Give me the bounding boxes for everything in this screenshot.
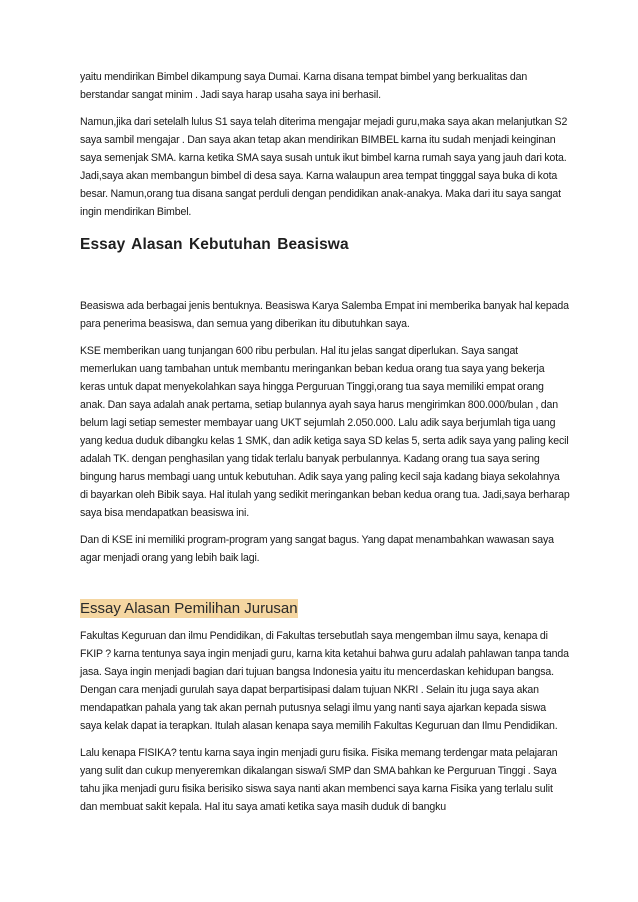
heading-kebutuhan-beasiswa: Essay Alasan Kebutuhan Beasiswa [80,236,349,253]
document-page [80,68,570,825]
paragraph-4: KSE memberikan uang tunjangan 600 ribu perbulan. Hal itu jelas sangat diperlukan. Saya sangat memerlukan uang tambahan untuk membantu meringankan beban kedua orang tua saya yang bekerja keras untuk dapat menyekolahkan saya hingga Perguruan Tinggi,orang tua saya memiliki empat orang anak. Dan saya adalah anak pertama, setiap bulannya ayah saya harus mengirimkan 800.000/bulan , dan belum lagi setiap semester membayar uang UKT sejumlah 2.050.000. Lalu adik saya berjumlah tiga uang yang kedua duduk dibangku kelas 1 SMK, dan adik ketiga saya SD kelas 5, serta adik saya yang paling kecil adalah TK. dengan penghasilan yang tidak terlalu banyak perbulannya. Kadang orang tua saya sering bingung harus membagi uang untuk kebutuhan. Adik saya yang paling kecil saja kadang biaya sekolahnya di bayarkan oleh Bibik saya. Hal itulah yang sedikit meringankan beban kedua orang tua. Jadi,saya berharap saya bisa mendapatkan beasiswa ini. [80,345,570,519]
paragraph-5: Dan di KSE ini memiliki program-program yang sangat bagus. Yang dapat menambahkan wawasan saya agar menjadi orang yang lebih baik lagi. [80,534,554,564]
paragraph-3: Beasiswa ada berbagai jenis bentuknya. Beasiswa Karya Salemba Empat ini memberika banyak hal kepada para penerima beasiswa, dan semua yang diberikan itu dibutuhkan saya. [80,300,569,330]
paragraph-1: yaitu mendirikan Bimbel dikampung saya Dumai. Karna disana tempat bimbel yang berkualitas dan berstandar sangat minim . Jadi saya harap usaha saya ini berhasil. [80,71,528,101]
heading-pemilihan-jurusan [80,599,570,619]
paragraph-2: Namun,jika dari setelalh lulus S1 saya telah diterima mengajar mejadi guru,maka saya akan melanjutkan S2 saya sambil mengajar . Dan saya akan tetap akan mendirikan BIMBEL karna itu sudah menjadi keinginan saya semenjak SMA. karna ketika SMA saya susah untuk ikut bimbel karna rumah saya yang jauh dari kota. Jadi,saya akan membangun bimbel di desa saya. Karna walaupun area tempat tingggal saya buka di kota besar. Namun,orang tua disana sangat perduli dengan pendidikan anak-anakya. Maka dari itu saya sangat ingin mendirikan Bimbel. [80,116,568,218]
heading-pemilihan-jurusan-text: Essay Alasan Pemilihan Jurusan [80,600,298,617]
paragraph-7: Lalu kenapa FISIKA? tentu karna saya ingin menjadi guru fisika. Fisika memang terdengar mata pelajaran yang sulit dan cukup menyeremkan dikalangan siswa/i SMP dan SMA bahkan ke Perguruan Tinggi . Saya tahu jika menjadi guru fisika berisiko siswa saya nanti akan membenci saya karna Fisika yang terlalu sulit dan membuat sakit kepala. Hal itu saya amati ketika saya masih duduk di bangku [80,747,558,813]
paragraph-6: Fakultas Keguruan dan ilmu Pendidikan, di Fakultas tersebutlah saya mengemban ilmu saya, kenapa di FKIP ? karna tentunya saya ingin menjadi guru, karna kita ketahui bahwa guru adalah pahlawan tanpa tanda jasa. Saya ingin menjadi bagian dari tujuan bangsa Indonesia yaitu itu mencerdaskan kehidupan bangsa. Dengan cara menjadi gurulah saya dapat berpartisipasi dalam tujuan NKRI . Selain itu juga saya akan mendapatkan pahala yang tak akan pernah putusnya selagi ilmu yang nanti saya ajarkan kepada siswa saya kelak dapat ia terapkan. Itulah alasan kenapa saya memilih Fakultas Keguruan dan Ilmu Pendidikan. [80,630,569,732]
